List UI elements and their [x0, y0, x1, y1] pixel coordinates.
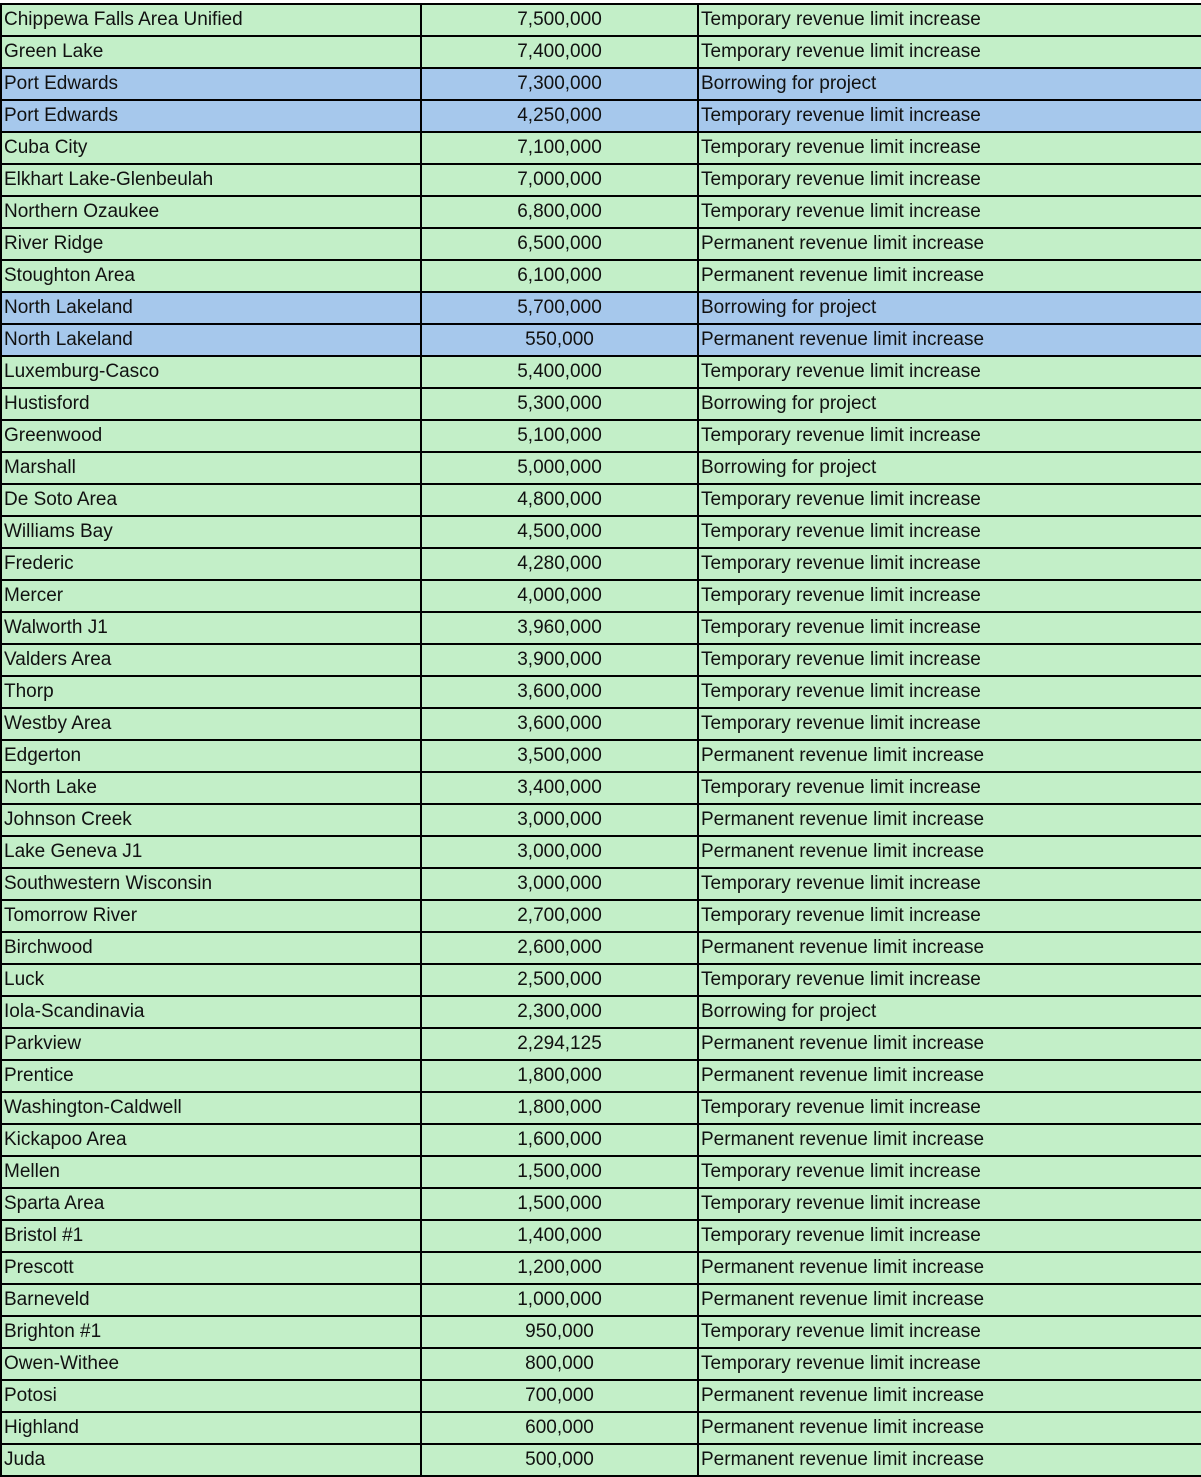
purpose-cell[interactable]: Borrowing for project	[698, 452, 1201, 484]
purpose-cell[interactable]: Permanent revenue limit increase	[698, 932, 1201, 964]
table-row	[1, 1380, 1201, 1412]
amount-cell[interactable]: 1,800,000	[421, 1060, 698, 1092]
purpose-cell[interactable]: Permanent revenue limit increase	[698, 228, 1201, 260]
table-row	[1, 804, 1201, 836]
amount-cell[interactable]: 5,400,000	[421, 356, 698, 388]
table-row	[1, 484, 1201, 516]
amount-cell[interactable]: 2,500,000	[421, 964, 698, 996]
district-cell[interactable]: Prescott	[1, 1252, 421, 1284]
purpose-cell[interactable]: Temporary revenue limit increase	[698, 964, 1201, 996]
district-cell[interactable]: Bristol #1	[1, 1220, 421, 1252]
district-cell[interactable]: Highland	[1, 1412, 421, 1444]
amount-cell[interactable]: 1,500,000	[421, 1188, 698, 1220]
district-cell[interactable]: Green Lake	[1, 36, 421, 68]
amount-cell[interactable]: 950,000	[421, 1316, 698, 1348]
district-cell[interactable]: Hustisford	[1, 388, 421, 420]
purpose-cell[interactable]: Temporary revenue limit increase	[698, 4, 1201, 36]
district-cell[interactable]: Elkhart Lake-Glenbeulah	[1, 164, 421, 196]
district-cell[interactable]: North Lakeland	[1, 292, 421, 324]
purpose-cell[interactable]: Permanent revenue limit increase	[698, 836, 1201, 868]
district-cell[interactable]: Prentice	[1, 1060, 421, 1092]
amount-cell[interactable]: 4,280,000	[421, 548, 698, 580]
amount-cell[interactable]: 2,600,000	[421, 932, 698, 964]
district-cell[interactable]: Thorp	[1, 676, 421, 708]
district-cell[interactable]: Northern Ozaukee	[1, 196, 421, 228]
district-cell[interactable]: Sparta Area	[1, 1188, 421, 1220]
amount-cell[interactable]: 7,100,000	[421, 132, 698, 164]
purpose-cell[interactable]: Borrowing for project	[698, 68, 1201, 100]
district-cell[interactable]: Juda	[1, 1444, 421, 1476]
purpose-cell[interactable]: Temporary revenue limit increase	[698, 772, 1201, 804]
district-cell[interactable]: Potosi	[1, 1380, 421, 1412]
amount-cell[interactable]: 4,500,000	[421, 516, 698, 548]
amount-cell[interactable]: 5,000,000	[421, 452, 698, 484]
district-cell[interactable]: De Soto Area	[1, 484, 421, 516]
purpose-cell[interactable]: Temporary revenue limit increase	[698, 548, 1201, 580]
table-row	[1, 452, 1201, 484]
table-row	[1, 612, 1201, 644]
purpose-cell[interactable]: Borrowing for project	[698, 388, 1201, 420]
table-row	[1, 4, 1201, 36]
purpose-cell[interactable]: Borrowing for project	[698, 292, 1201, 324]
table-row	[1, 1220, 1201, 1252]
table-row	[1, 1252, 1201, 1284]
district-cell[interactable]: Kickapoo Area	[1, 1124, 421, 1156]
district-cell[interactable]: Port Edwards	[1, 100, 421, 132]
purpose-cell[interactable]: Temporary revenue limit increase	[698, 420, 1201, 452]
table-row	[1, 388, 1201, 420]
table-row	[1, 996, 1201, 1028]
purpose-cell[interactable]: Temporary revenue limit increase	[698, 676, 1201, 708]
district-cell[interactable]: Williams Bay	[1, 516, 421, 548]
purpose-cell[interactable]: Temporary revenue limit increase	[698, 516, 1201, 548]
table-row	[1, 836, 1201, 868]
table-row	[1, 228, 1201, 260]
amount-cell[interactable]: 7,400,000	[421, 36, 698, 68]
amount-cell[interactable]: 3,600,000	[421, 708, 698, 740]
purpose-cell[interactable]: Permanent revenue limit increase	[698, 324, 1201, 356]
table-row-highlighted	[1, 68, 1201, 100]
amount-cell[interactable]: 6,100,000	[421, 260, 698, 292]
table-row-highlighted	[1, 292, 1201, 324]
purpose-cell[interactable]: Permanent revenue limit increase	[698, 1444, 1201, 1476]
amount-cell[interactable]: 1,500,000	[421, 1156, 698, 1188]
table-row	[1, 420, 1201, 452]
district-cell[interactable]: Owen-Withee	[1, 1348, 421, 1380]
purpose-cell[interactable]: Permanent revenue limit increase	[698, 1124, 1201, 1156]
purpose-cell[interactable]: Permanent revenue limit increase	[698, 1252, 1201, 1284]
table-row	[1, 1156, 1201, 1188]
table-row	[1, 868, 1201, 900]
table-row	[1, 164, 1201, 196]
district-cell[interactable]: Mercer	[1, 580, 421, 612]
table-row	[1, 36, 1201, 68]
amount-cell[interactable]: 1,600,000	[421, 1124, 698, 1156]
district-cell[interactable]: Birchwood	[1, 932, 421, 964]
amount-cell[interactable]: 3,000,000	[421, 868, 698, 900]
amount-cell[interactable]: 3,900,000	[421, 644, 698, 676]
table-row	[1, 900, 1201, 932]
purpose-cell[interactable]: Temporary revenue limit increase	[698, 100, 1201, 132]
purpose-cell[interactable]: Temporary revenue limit increase	[698, 868, 1201, 900]
table-row	[1, 1124, 1201, 1156]
purpose-cell[interactable]: Permanent revenue limit increase	[698, 804, 1201, 836]
amount-cell[interactable]: 500,000	[421, 1444, 698, 1476]
purpose-cell[interactable]: Permanent revenue limit increase	[698, 740, 1201, 772]
table-row	[1, 676, 1201, 708]
district-cell[interactable]: Westby Area	[1, 708, 421, 740]
amount-cell[interactable]: 3,000,000	[421, 804, 698, 836]
district-cell[interactable]: Luck	[1, 964, 421, 996]
purpose-cell[interactable]: Temporary revenue limit increase	[698, 132, 1201, 164]
amount-cell[interactable]: 7,000,000	[421, 164, 698, 196]
amount-cell[interactable]: 3,400,000	[421, 772, 698, 804]
amount-cell[interactable]: 800,000	[421, 1348, 698, 1380]
amount-cell[interactable]: 3,960,000	[421, 612, 698, 644]
amount-cell[interactable]: 4,000,000	[421, 580, 698, 612]
table-row	[1, 580, 1201, 612]
amount-cell[interactable]: 1,000,000	[421, 1284, 698, 1316]
district-cell[interactable]: Valders Area	[1, 644, 421, 676]
purpose-cell[interactable]: Temporary revenue limit increase	[698, 484, 1201, 516]
purpose-cell[interactable]: Temporary revenue limit increase	[698, 1348, 1201, 1380]
district-cell[interactable]: River Ridge	[1, 228, 421, 260]
table-row	[1, 1444, 1201, 1476]
purpose-cell[interactable]: Temporary revenue limit increase	[698, 1316, 1201, 1348]
table-row	[1, 1028, 1201, 1060]
district-cell[interactable]: Johnson Creek	[1, 804, 421, 836]
amount-cell[interactable]: 5,700,000	[421, 292, 698, 324]
table-row	[1, 964, 1201, 996]
district-cell[interactable]: Parkview	[1, 1028, 421, 1060]
purpose-cell[interactable]: Temporary revenue limit increase	[698, 708, 1201, 740]
purpose-cell[interactable]: Permanent revenue limit increase	[698, 1060, 1201, 1092]
purpose-cell[interactable]: Temporary revenue limit increase	[698, 1188, 1201, 1220]
purpose-cell[interactable]: Temporary revenue limit increase	[698, 1156, 1201, 1188]
amount-cell[interactable]: 1,400,000	[421, 1220, 698, 1252]
table-row	[1, 644, 1201, 676]
amount-cell[interactable]: 2,300,000	[421, 996, 698, 1028]
amount-cell[interactable]: 2,294,125	[421, 1028, 698, 1060]
amount-cell[interactable]: 600,000	[421, 1412, 698, 1444]
district-cell[interactable]: North Lake	[1, 772, 421, 804]
referendum-table	[0, 3, 1201, 1477]
table-row-highlighted	[1, 100, 1201, 132]
district-cell[interactable]: Luxemburg-Casco	[1, 356, 421, 388]
district-cell[interactable]: North Lakeland	[1, 324, 421, 356]
table-row	[1, 1284, 1201, 1316]
table-row-highlighted	[1, 324, 1201, 356]
purpose-cell[interactable]: Permanent revenue limit increase	[698, 260, 1201, 292]
table-row	[1, 740, 1201, 772]
district-cell[interactable]: Southwestern Wisconsin	[1, 868, 421, 900]
amount-cell[interactable]: 4,800,000	[421, 484, 698, 516]
amount-cell[interactable]: 3,000,000	[421, 836, 698, 868]
district-cell[interactable]: Tomorrow River	[1, 900, 421, 932]
purpose-cell[interactable]: Temporary revenue limit increase	[698, 612, 1201, 644]
amount-cell[interactable]: 700,000	[421, 1380, 698, 1412]
amount-cell[interactable]: 5,300,000	[421, 388, 698, 420]
district-cell[interactable]: Marshall	[1, 452, 421, 484]
district-cell[interactable]: Barneveld	[1, 1284, 421, 1316]
purpose-cell[interactable]: Temporary revenue limit increase	[698, 36, 1201, 68]
district-cell[interactable]: Brighton #1	[1, 1316, 421, 1348]
amount-cell[interactable]: 3,500,000	[421, 740, 698, 772]
table-row	[1, 196, 1201, 228]
table-row	[1, 1060, 1201, 1092]
purpose-cell[interactable]: Temporary revenue limit increase	[698, 900, 1201, 932]
purpose-cell[interactable]: Temporary revenue limit increase	[698, 580, 1201, 612]
district-cell[interactable]: Port Edwards	[1, 68, 421, 100]
table-row	[1, 132, 1201, 164]
amount-cell[interactable]: 1,800,000	[421, 1092, 698, 1124]
district-cell[interactable]: Frederic	[1, 548, 421, 580]
district-cell[interactable]: Stoughton Area	[1, 260, 421, 292]
table-row	[1, 548, 1201, 580]
table-row	[1, 1412, 1201, 1444]
purpose-cell[interactable]: Permanent revenue limit increase	[698, 1412, 1201, 1444]
amount-cell[interactable]: 3,600,000	[421, 676, 698, 708]
amount-cell[interactable]: 6,500,000	[421, 228, 698, 260]
amount-cell[interactable]: 4,250,000	[421, 100, 698, 132]
amount-cell[interactable]: 550,000	[421, 324, 698, 356]
purpose-cell[interactable]: Temporary revenue limit increase	[698, 196, 1201, 228]
purpose-cell[interactable]: Temporary revenue limit increase	[698, 356, 1201, 388]
district-cell[interactable]: Edgerton	[1, 740, 421, 772]
purpose-cell[interactable]: Borrowing for project	[698, 996, 1201, 1028]
table-row	[1, 1316, 1201, 1348]
district-cell[interactable]: Iola-Scandinavia	[1, 996, 421, 1028]
table-row	[1, 1348, 1201, 1380]
purpose-cell[interactable]: Temporary revenue limit increase	[698, 644, 1201, 676]
district-cell[interactable]: Mellen	[1, 1156, 421, 1188]
purpose-cell[interactable]: Temporary revenue limit increase	[698, 1220, 1201, 1252]
table-row	[1, 932, 1201, 964]
purpose-cell[interactable]: Temporary revenue limit increase	[698, 164, 1201, 196]
district-cell[interactable]: Washington-Caldwell	[1, 1092, 421, 1124]
amount-cell[interactable]: 7,500,000	[421, 4, 698, 36]
table-row	[1, 708, 1201, 740]
district-cell[interactable]: Cuba City	[1, 132, 421, 164]
table-row	[1, 772, 1201, 804]
table-row	[1, 1188, 1201, 1220]
amount-cell[interactable]: 1,200,000	[421, 1252, 698, 1284]
purpose-cell[interactable]: Temporary revenue limit increase	[698, 1092, 1201, 1124]
purpose-cell[interactable]: Permanent revenue limit increase	[698, 1380, 1201, 1412]
amount-cell[interactable]: 5,100,000	[421, 420, 698, 452]
table-row	[1, 516, 1201, 548]
table-row	[1, 356, 1201, 388]
amount-cell[interactable]: 6,800,000	[421, 196, 698, 228]
district-cell[interactable]: Lake Geneva J1	[1, 836, 421, 868]
purpose-cell[interactable]: Permanent revenue limit increase	[698, 1284, 1201, 1316]
table-row	[1, 1092, 1201, 1124]
district-cell[interactable]: Greenwood	[1, 420, 421, 452]
table-row	[1, 260, 1201, 292]
table-body	[1, 4, 1201, 1476]
amount-cell[interactable]: 2,700,000	[421, 900, 698, 932]
district-cell[interactable]: Walworth J1	[1, 612, 421, 644]
district-cell[interactable]: Chippewa Falls Area Unified	[1, 4, 421, 36]
amount-cell[interactable]: 7,300,000	[421, 68, 698, 100]
purpose-cell[interactable]: Permanent revenue limit increase	[698, 1028, 1201, 1060]
